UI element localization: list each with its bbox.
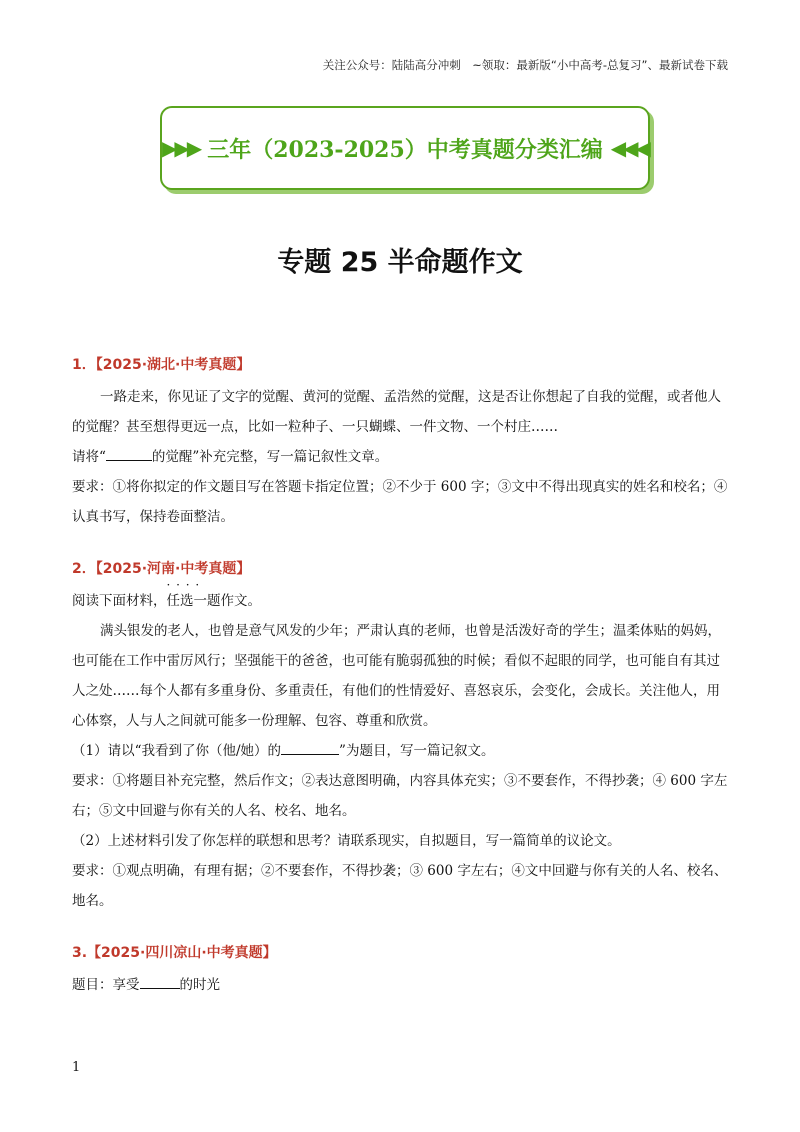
question-2-task-2: （2）上述材料引发了你怎样的联想和思考？请联系现实，自拟题目，写一篇简单的议论文。	[72, 833, 621, 849]
page-number: 1	[72, 1060, 81, 1075]
intro-after: 作文。	[220, 593, 261, 609]
question-3-heading: 3.【2025·四川凉山·中考真题】	[72, 945, 277, 961]
header-note: 关注公众号：陆陆高分冲刺 ~领取：最新版“小中高考-总复习”、最新试卷下载	[322, 58, 728, 72]
document-body	[72, 354, 732, 1000]
question-3-title	[72, 970, 732, 1000]
intro-before: 阅读下面材料，	[72, 593, 167, 609]
task-text-after: 的觉醒”补充完整，写一篇记叙性文章。	[151, 449, 389, 465]
title-before: 题目：享受	[72, 977, 140, 993]
right-arrows-icon: ▶▶▶	[162, 136, 200, 160]
question-2-requirements-1: 要求：①将题目补充完整，然后作文；②表达意图明确，内容具体充实；③不要套作，不得抄袭；④ 600 字左右；⑤文中回避与你有关的人名、校名、地名。	[72, 773, 728, 819]
question-1-material: 一路走来，你见证了文字的觉醒、黄河的觉醒、孟浩然的觉醒，这是否让你想起了自我的觉醒，或者他人的觉醒？甚至想得更远一点，比如一粒种子、一只蝴蝶、一件文物、一个村庄……	[72, 389, 721, 435]
question-1-heading: 1．【2025·湖北·中考真题】	[72, 357, 251, 373]
fill-blank	[106, 444, 152, 461]
fill-blank	[281, 738, 339, 755]
page-title: 专题 25 半命题作文	[277, 247, 523, 278]
question-2-intro	[72, 586, 732, 616]
question-2-heading: 2．【2025·河南·中考真题】	[72, 561, 251, 577]
task-text-before: 请将“	[72, 449, 106, 465]
title-after: 的时光	[179, 977, 220, 993]
question-2-task-1	[72, 736, 732, 766]
left-arrows-icon: ◀◀◀	[610, 136, 648, 160]
emphasis-dots: · · 任选一题	[167, 586, 221, 616]
question-2-requirements-2: 要求：①观点明确，有理有据；②不要套作，不得抄袭；③ 600 字左右；④文中回避与你有关的人名、校名、地名。	[72, 863, 728, 909]
task1-after: ”为题目，写一篇记叙文。	[339, 743, 495, 759]
task1-before: （1）请以“我看到了你（他/她）的	[72, 743, 282, 759]
question-1-task	[72, 442, 732, 472]
series-banner	[160, 106, 650, 190]
fill-blank	[140, 972, 180, 989]
banner-title: 三年（2023-2025）中考真题分类汇编	[207, 136, 603, 163]
question-1-requirements: 要求：①将你拟定的作文题目写在答题卡指定位置；②不少于 600 字；③文中不得出现真实的姓名和校名；④认真书写，保持卷面整洁。	[72, 479, 728, 525]
question-2-material: 满头银发的老人，也曾是意气风发的少年；严肃认真的老师，也曾是活泼好奇的学生；温柔体贴的妈妈，也可能在工作中雷厉风行；坚强能干的爸爸，也可能有脆弱孤独的时候；看似不起眼的同学，也可能自有其过人之处……每个人都有多重身份、多重责任，有他们的性情爱好、喜怒哀乐，会变化，会成长。关注他人，用心体察，人与人之间就可能多一份理解、包容、尊重和欣赏。	[72, 623, 721, 729]
